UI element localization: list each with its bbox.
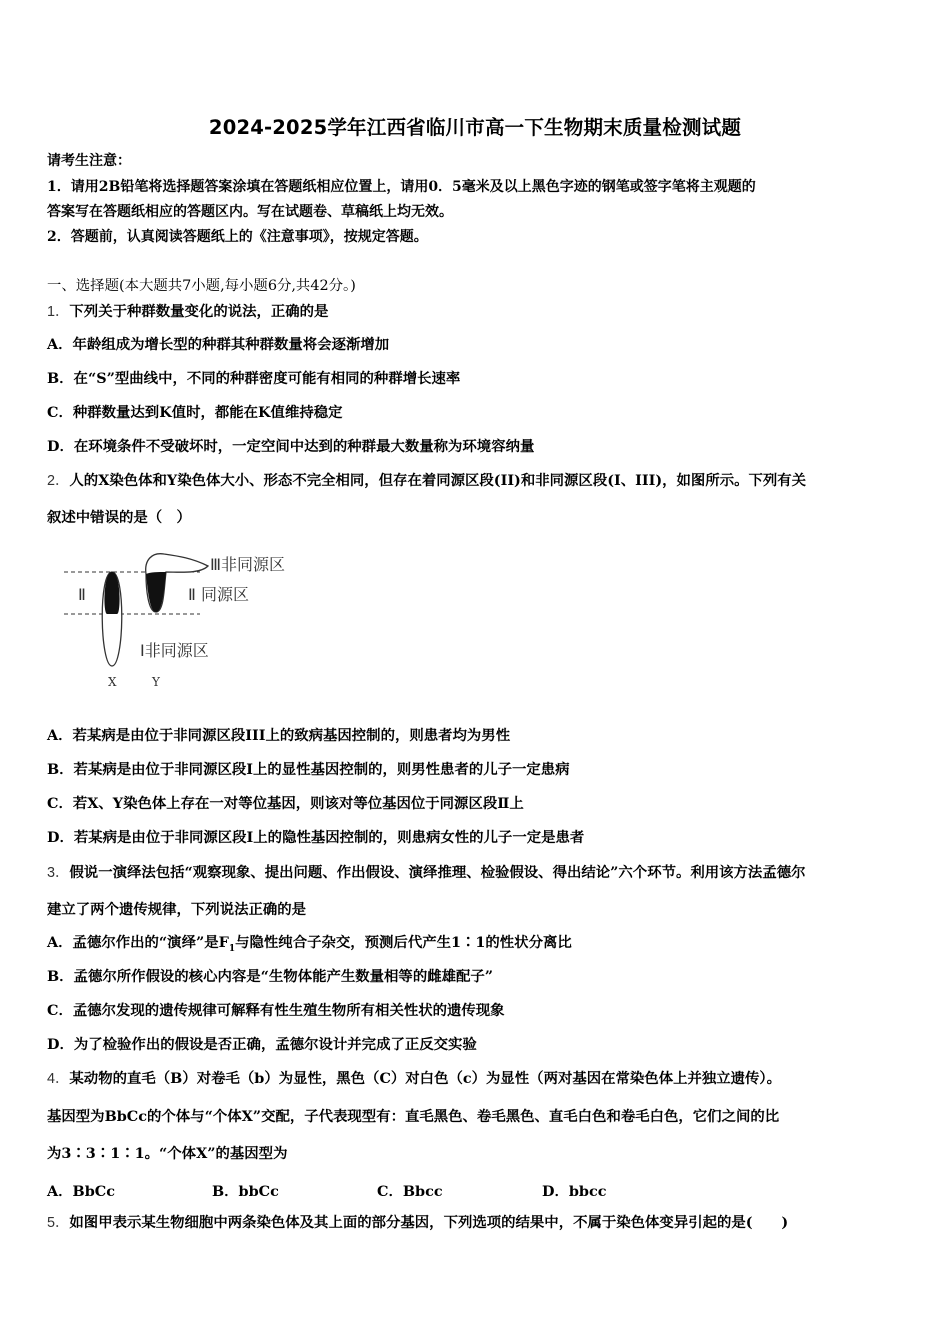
q4-option-b: B．bbCc (212, 1183, 279, 1200)
question-number: 2． (47, 473, 70, 489)
q2-option-d: D．若某病是由位于非同源区段I上的隐性基因控制的，则患病女性的儿子一定是患者 (47, 829, 585, 846)
question-text: 假说一演绎法包括“观察现象、提出问题、作出假设、演绎推理、检验假设、得出结论”六个环节。利用该方法孟德尔 (69, 864, 806, 881)
notice-line-2: 答案写在答题纸相应的答题区内。写在试题卷、草稿纸上均无效。 (47, 204, 453, 220)
question-3-stem-cont: 建立了两个遗传规律，下列说法正确的是 (47, 901, 307, 918)
question-4-stem-cont-2: 为3∶3∶1∶1。“个体X”的基因型为 (47, 1145, 288, 1162)
question-4-stem-cont-1: 基因型为BbCc的个体与“个体X”交配，子代表现型有：直毛黑色、卷毛黑色、直毛白色和卷毛白色，它们之间的比 (47, 1108, 780, 1125)
q3-option-a-post: 与隐性纯合子杂交，预测后代产生1∶1的性状分离比 (235, 934, 572, 951)
xy-chromosome-figure (60, 548, 320, 698)
q4-option-d: D．bbcc (542, 1183, 607, 1200)
label-i-region: Ⅰ非同源区 (140, 641, 209, 660)
q1-option-c: C．种群数量达到K值时，都能在K值维持稳定 (47, 404, 343, 421)
question-3-stem (47, 864, 806, 882)
q2-option-c: C．若X、Y染色体上存在一对等位基因，则该对等位基因位于同源区段Ⅱ上 (47, 795, 524, 812)
notice-line-3: 2．答题前，认真阅读答题纸上的《注意事项》，按规定答题。 (47, 229, 428, 245)
label-iii-region: Ⅲ非同源区 (210, 555, 286, 574)
question-text: 某动物的直毛（B）对卷毛（b）为显性，黑色（C）对白色（c）为显性（两对基因在常染色体上并独立遗传）。 (69, 1070, 782, 1087)
question-2-stem-cont: 叙述中错误的是（ ） (47, 509, 191, 526)
q3-option-d: D．为了检验作出的假设是否正确，孟德尔设计并完成了正反交实验 (47, 1036, 477, 1053)
notice-heading: 请考生注意： (47, 153, 131, 169)
question-text: 如图甲表示某生物细胞中两条染色体及其上面的部分基因，下列选项的结果中，不属于染色体变异引起的是( ) (69, 1214, 789, 1231)
q4-option-c: C．Bbcc (377, 1183, 443, 1200)
q3-option-a (47, 934, 572, 958)
label-ii-region: Ⅱ 同源区 (188, 585, 249, 604)
notice-line-1: 1．请用2B铅笔将选择题答案涂填在答题纸相应位置上，请用0．5毫米及以上黑色字迹的钢笔或签字笔将主观题的 (47, 179, 756, 195)
question-2-stem (47, 472, 806, 490)
label-y: Y (152, 675, 160, 689)
label-x: X (108, 675, 117, 689)
q2-option-b: B．若某病是由位于非同源区段Ⅰ上的显性基因控制的，则男性患者的儿子一定患病 (47, 761, 570, 778)
q4-option-a: A．BbCc (47, 1183, 115, 1200)
q3-option-a-pre: A．孟德尔作出的“演绎”是F (47, 934, 229, 951)
question-4-stem (47, 1070, 781, 1088)
q3-option-a-sub: 1 (228, 943, 236, 954)
q2-option-a: A．若某病是由位于非同源区段III上的致病基因控制的，则患者均为男性 (47, 727, 511, 744)
question-text: 下列关于种群数量变化的说法，正确的是 (69, 303, 329, 320)
question-number: 5． (47, 1215, 70, 1231)
question-number: 3． (47, 865, 70, 881)
y-homologous-segment (146, 572, 166, 612)
label-ii-left: Ⅱ (78, 585, 86, 604)
q1-option-d: D．在环境条件不受破坏时，一定空间中达到的种群最大数量称为环境容纳量 (47, 438, 535, 455)
question-text: 人的X染色体和Y染色体大小、形态不完全相同，但存在着同源区段(II)和非同源区段(I、III)，如图所示。下列有关 (69, 472, 807, 489)
q3-option-c: C．孟德尔发现的遗传规律可解释有性生殖生物所有相关性状的遗传现象 (47, 1002, 505, 1019)
q3-option-b: B．孟德尔所作假设的核心内容是“生物体能产生数量相等的雌雄配子” (47, 968, 494, 985)
question-5-stem (47, 1214, 788, 1232)
question-1-stem (47, 303, 328, 321)
question-number: 1． (47, 304, 70, 320)
q1-option-a: A．年龄组成为增长型的种群其种群数量将会逐渐增加 (47, 336, 390, 353)
page-title: 2024-2025学年江西省临川市高一下生物期末质量检测试题 (208, 116, 742, 139)
section-heading: 一、选择题(本大题共7小题,每小题6分,共42分。) (47, 278, 356, 294)
question-number: 4． (47, 1071, 70, 1087)
q1-option-b: B．在“S”型曲线中，不同的种群密度可能有相同的种群增长速率 (47, 370, 461, 387)
